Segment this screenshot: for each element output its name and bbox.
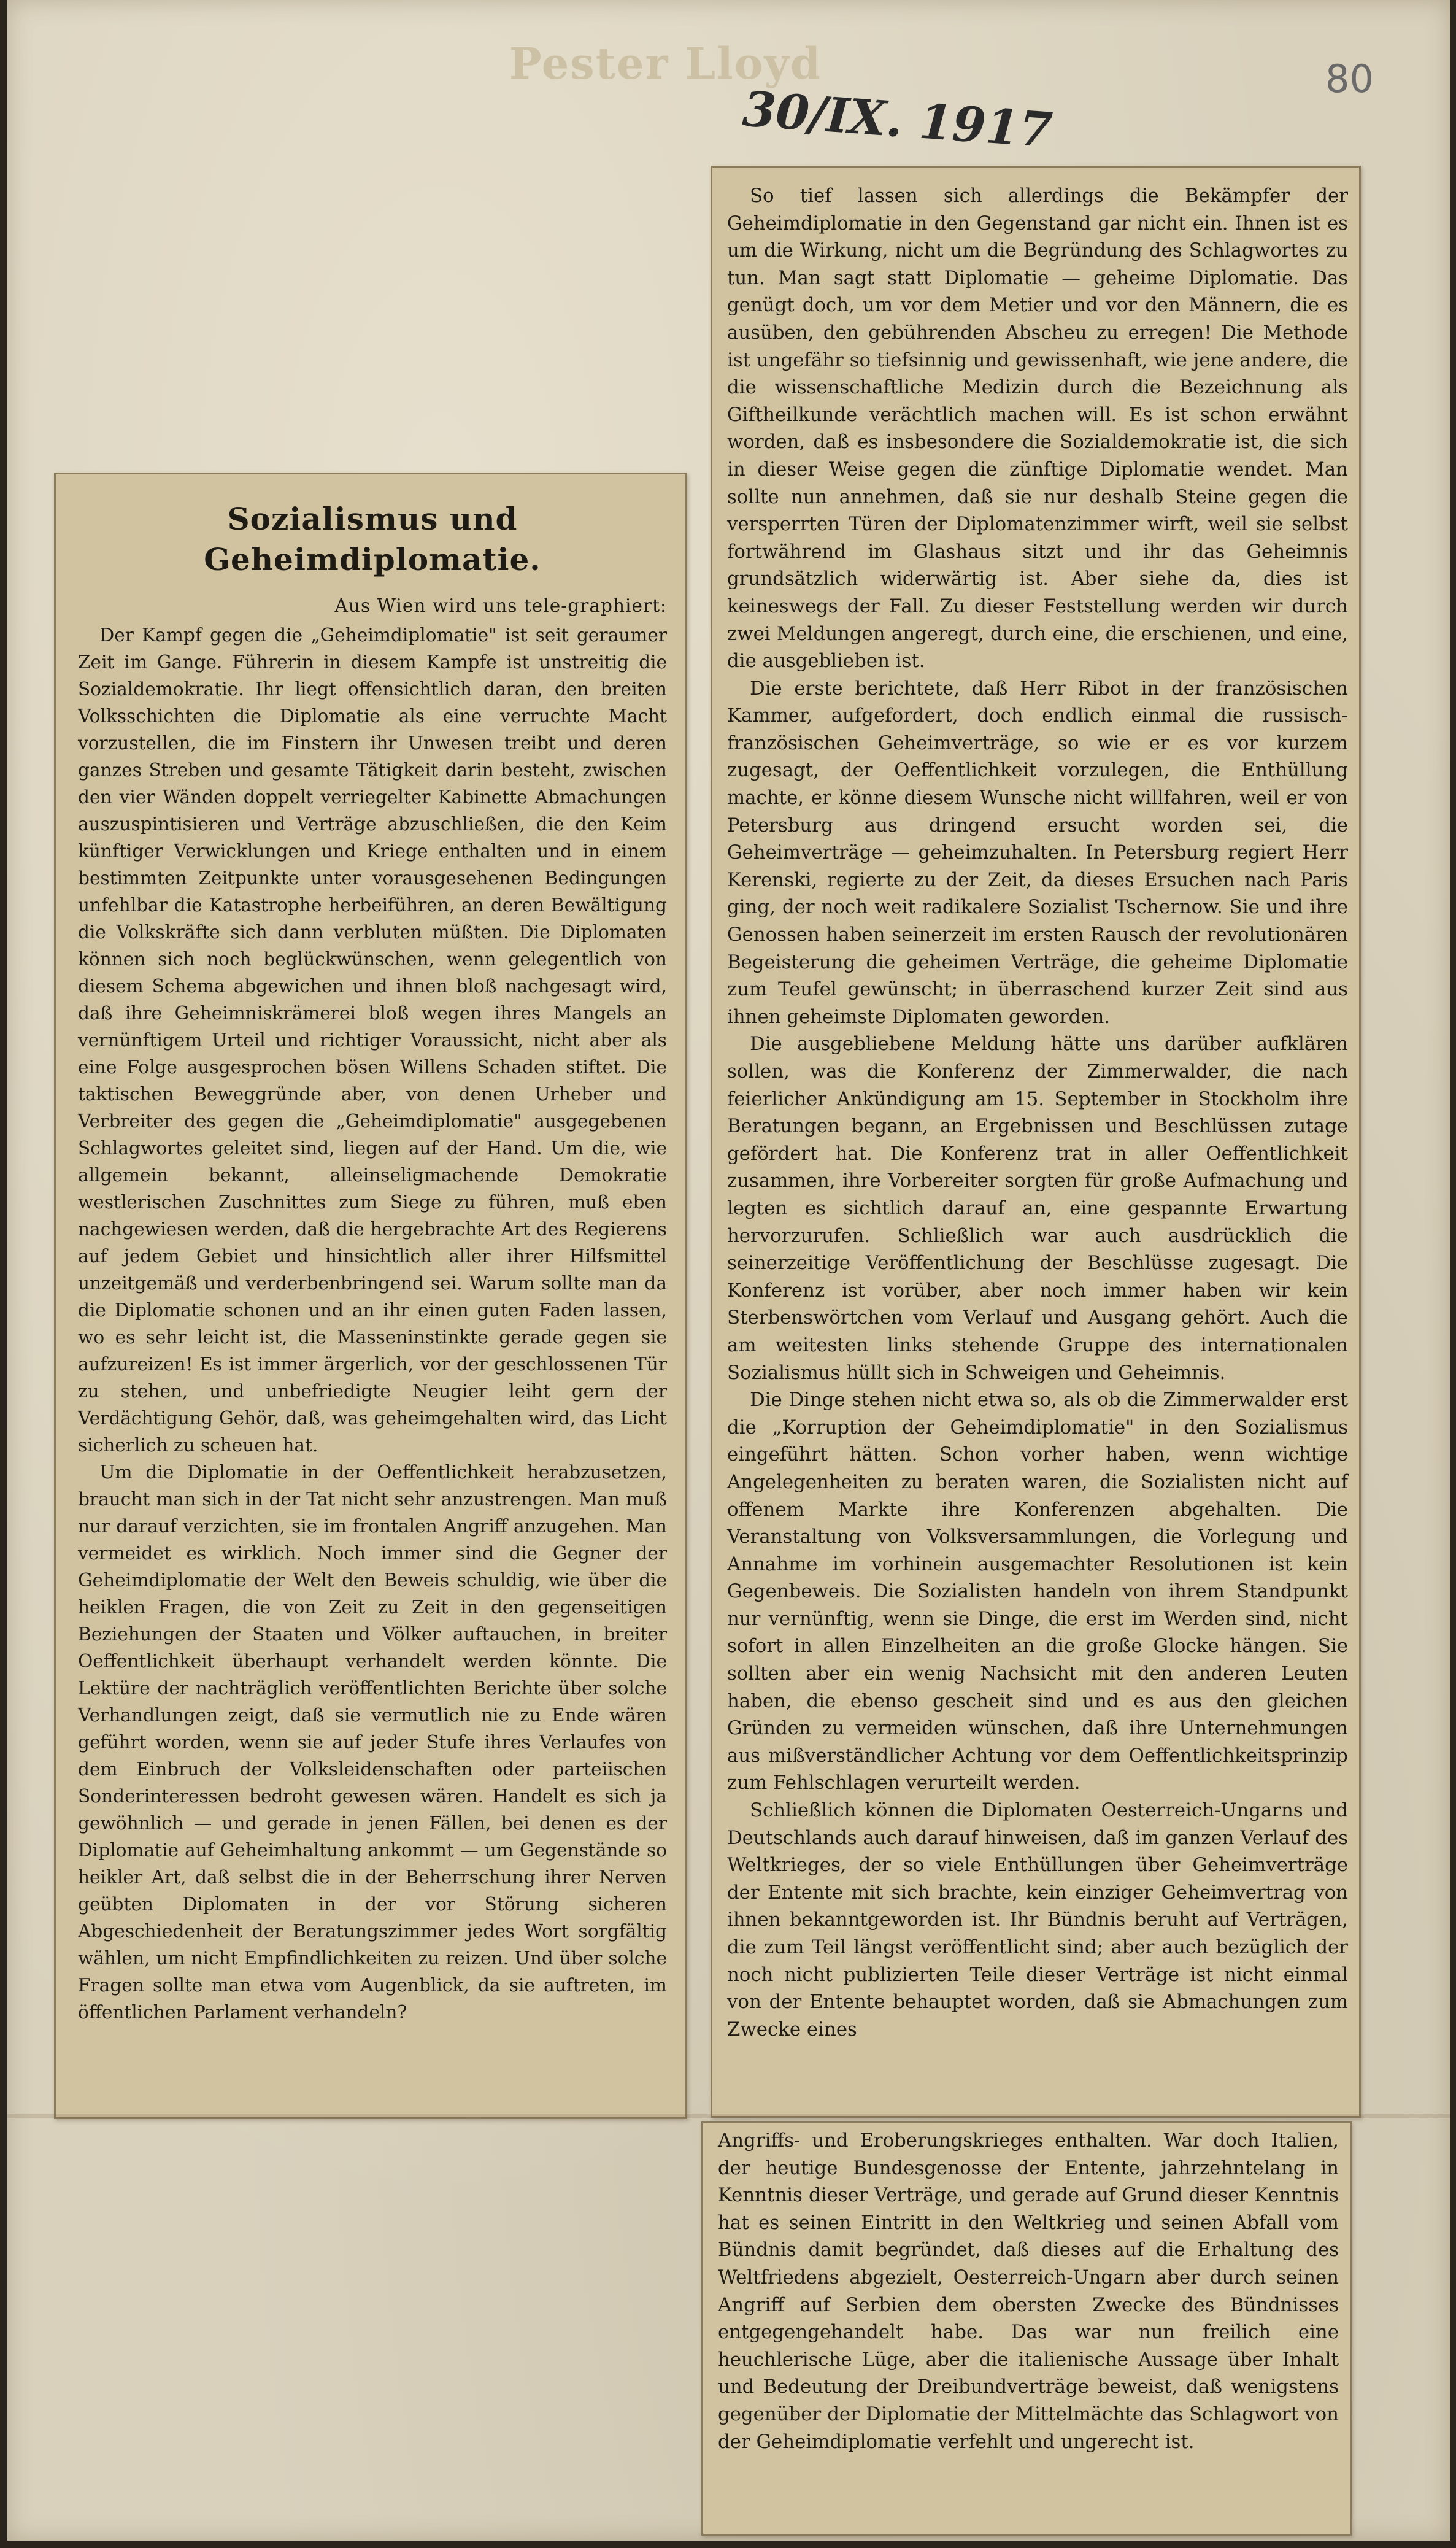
- article-clipping-right: [711, 166, 1361, 2118]
- article-paragraph: So tief lassen sich allerdings die Bekämpfer der Geheimdiplomatie in den Gegenstand gar nicht ein. Ihnen ist es um die Wirkung, nicht um die Begründung des Schlagwortes zu tun. Man sagt statt Diplomatie — geheime Diplomatie. Das genügt doch, um vor dem Metier und vor den Männern, die es ausüben, den gebührenden Abscheu zu erregen! Die Methode ist ungefähr so tiefsinnig und gewissenhaft, wie jene andere, die die wissenschaftliche Medizin durch die Bezeichnung als Giftheilkunde verächtlich machen will. Es ist schon erwähnt worden, daß es insbesondere die Sozialdemokratie ist, die sich in dieser Weise gegen die zünftige Diplomatie wendet. Man sollte nun annehmen, daß sie nur deshalb Steine gegen die versperrten Türen der Diplomatenzimmer wirft, weil sie selbst fortwährend im Glashaus sitzt und ihr das Geheimnis grundsätzlich widerwärtig ist. Aber siehe da, dies ist keineswegs der Fall. Zu dieser Feststellung werden wir durch zwei Meldungen angeregt, durch eine, die erschienen, und eine, die ausgeblieben ist.: [727, 185, 1348, 673]
- article-paragraph: Um die Diplomatie in der Oeffentlichkeit herabzusetzen, braucht man sich in der Tat nicht sehr anzustrengen. Man muß nur darauf verzichten, sie im frontalen Angriff anzugehen. Man vermeidet es wirklich. Noch immer sind die Gegner der Geheimdiplomatie der Welt den Beweis schuldig, wie über die heiklen Fragen, die von Zeit zu Zeit in den gegenseitigen Beziehungen der Staaten und Völker auftauchen, in breiter Oeffentlichkeit überhaupt verhandelt werden könnte. Die Lektüre der nachträglich veröffentlichten Berichte über solche Verhandlungen zeigt, daß sie vermutlich nie zu Ende wären geführt worden, wenn sie auf jeder Stufe ihres Verlaufes von dem Einbruch der Volksleidenschaften oder parteiischen Sonderinteressen bedroht gewesen wären. Handelt es sich ja gewöhnlich — und gerade in jenen Fällen, bei denen es der Diplomatie auf Geheimhaltung ankommt — um Gegenstände so heikler Art, daß selbst die in der Beherrschung ihrer Nerven geübten Diplomaten in der vor Störung sicheren Abgeschiedenheit der Beratungszimmer jedes Wort sorgfältig wählen, um nicht Empfindlichkeiten zu reizen. Und über solche Fragen sollte man etwa vom Augenblick, da sie auftreten, im öffentlichen Parlament verhandeln?: [78, 1462, 667, 2023]
- handwritten-date: 30/IX. 1917: [741, 81, 1055, 159]
- article-clipping-continuation: [701, 2121, 1352, 2536]
- article-paragraph: Die Dinge stehen nicht etwa so, als ob die Zimmerwalder erst die „Korruption der Geheimdiplomatie" in den Sozialismus eingeführt hätten. Schon vorher haben, wenn wichtige Angelegenheiten zu beraten waren, die Sozialisten nicht auf offenem Markte ihre Konferenzen abgehalten. Die Veranstaltung von Volksversammlungen, die Vorlegung und Annahme im vorhinein ausgemachter Resolutionen ist kein Gegenbeweis. Die Sozialisten handeln von ihrem Standpunkt nur vernünftig, wenn sie Dinge, die erst im Werden sind, nicht sofort in allen Einzelheiten an die große Glocke hängen. Sie sollten aber ein wenig Nachsicht mit den anderen Leuten haben, die ebenso gescheit sind und es aus den gleichen Gründen zu vermeiden wünschen, daß ihre Unternehmungen aus mißverständlicher Achtung vor dem Oeffentlichkeitsprinzip zum Fehlschlagen verurteilt werden.: [727, 1389, 1348, 1794]
- newspaper-masthead: Pester Lloyd: [509, 38, 822, 89]
- paper-fold-line: [7, 2114, 1450, 2118]
- article-paragraph: Der Kampf gegen die „Geheimdiplomatie" ist seit geraumer Zeit im Gange. Führerin in diesem Kampfe ist unstreitig die Sozialdemokratie. Ihr liegt offensichtlich daran, den breiten Volksschichten die Diplomatie als eine verruchte Macht vorzustellen, die im Finstern ihr Unwesen treibt und deren ganzes Streben und gesamte Tätigkeit darin besteht, zwischen den vier Wänden doppelt verriegelter Kabinette Abmachungen auszuspintisieren und Verträge abzuschließen, die den Keim künftiger Verwicklungen und Kriege enthalten und in einem bestimmten Zeitpunkte unter vorausgesehenen Bedingungen unfehlbar die Katastrophe herbeiführen, an deren Bewältigung die Volkskräfte sich dann verbluten müßten. Die Diplomaten können sich noch beglückwünschen, wenn gelegentlich von diesem Schema abgewichen und ihnen bloß nachgesagt wird, daß ihre Geheimniskrämerei bloß wegen ihres Mangels an vernünftigem Urteil und richtiger Voraussicht, nicht aber als eine Folge ausgesprochen bösen Willens Schaden stiftet. Die taktischen Beweggründe aber, von denen Urheber und Verbreiter des gegen die „Geheimdiplomatie" ausgegebenen Schlagwortes geleitet sind, liegen auf der Hand. Um die, wie allgemein bekannt, alleinseligmachende Demokratie westlerischen Zuschnittes zum Siege zu führen, muß eben nachgewiesen werden, daß die hergebrachte Art des Regierens auf jedem Gebiet und hinsichtlich aller ihrer Hilfsmittel unzeitgemäß und verderbenbringend sei. Warum sollte man da die Diplomatie schonen und an ihr einen guten Faden lassen, wo es sehr leicht ist, die Masseninstinkte gerade gegen sie aufzureizen! Es ist immer ärgerlich, vor der geschlossenen Tür zu stehen, und unbefriedigte Neugier leiht gern der Verdächtigung Gehör, daß, was geheimgehalten wird, das Licht sicherlich zu scheuen hat.: [78, 625, 667, 1456]
- article-paragraph: Die ausgebliebene Meldung hätte uns darüber aufklären sollen, was die Konferenz der Zimmerwalder, die nach feierlicher Ankündigung am 15. September in Stockholm ihre Beratungen begann, an Ergebnissen und Beschlüssen zutage gefördert hat. Die Konferenz trat in aller Oeffentlichkeit zusammen, ihre Vorbereiter sorgten für große Aufmachung und legten es sichtlich darauf an, eine gespannte Erwartung hervorzurufen. Schließlich war auch ausdrücklich die seinerzeitige Veröffentlichung der Beschlüsse zugesagt. Die Konferenz ist vorüber, aber noch immer haben wir kein Sterbenswörtchen vom Verlauf und Ausgang gehört. Auch die am weitesten links stehende Gruppe des internationalen Sozialismus hüllt sich in Schweigen und Geheimnis.: [727, 1033, 1348, 1384]
- article-dateline: Aus Wien wird uns tele-graphiert:: [334, 595, 667, 616]
- archive-page-number: 80: [1325, 56, 1374, 101]
- article-paragraph: Angriffs- und Eroberungskrieges enthalten. War doch Italien, der heutige Bundesgenosse der Entente, jahrzehntelang in Kenntnis dieser Verträge, und gerade auf Grund dieser Kenntnis hat es seinen Eintritt in den Weltkrieg und seinen Abfall vom Bündnis damit begründet, daß dieses auf die Erhaltung des Weltfriedens abgezielt, Oesterreich-Ungarn aber durch seinen Angriff auf Serbien dem obersten Zwecke des Bündnisses entgegengehandelt habe. Das war nun freilich eine heuchlerische Lüge, aber die italienische Aussage über Inhalt und Bedeutung der Dreibundverträge beweist, daß wenigstens gegenüber der Diplomatie der Mittelmächte das Schlagwort von der Geheimdiplomatie verfehlt und ungerecht ist.: [718, 2129, 1339, 2453]
- article-paragraph: Schließlich können die Diplomaten Oesterreich-Ungarns und Deutschlands auch darauf hinweisen, daß im ganzen Verlauf des Weltkrieges, der so viele Enthüllungen über Geheimverträge der Entente mit sich brachte, kein einziger Geheimvertrag von ihnen bekanntgeworden ist. Ihr Bündnis beruht auf Verträgen, die zum Teil längst veröffentlicht sind; aber auch bezüglich der noch nicht publizierten Teile dieser Verträge ist nicht einmal von der Entente behauptet worden, daß sie Abmachungen zum Zwecke eines: [727, 1799, 1348, 2040]
- article-paragraph: Die erste berichtete, daß Herr Ribot in der französischen Kammer, aufgefordert, doch endlich einmal die russisch-französischen Geheimverträge, so wie er es vor kurzem zugesagt, der Oeffentlichkeit vorzulegen, die Enthüllung machte, er könne diesem Wunsche nicht willfahren, weil er von Petersburg aus dringend ersucht worden sei, die Geheimverträge — geheimzuhalten. In Petersburg regiert Herr Kerenski, regierte zu der Zeit, da dieses Ersuchen nach Paris ging, der noch weit radikalere Sozialist Tschernow. Sie und ihre Genossen haben seinerzeit im ersten Rausch der revolutionären Begeisterung die geheimen Verträge, die geheime Diplomatie zum Teufel gewünscht; in überraschend kurzer Zeit sind aus ihnen geheimste Diplomaten geworden.: [727, 677, 1348, 1028]
- article-headline: Sozialismus und Geheimdiplomatie.: [204, 501, 541, 577]
- article-clipping-left: [54, 473, 687, 2119]
